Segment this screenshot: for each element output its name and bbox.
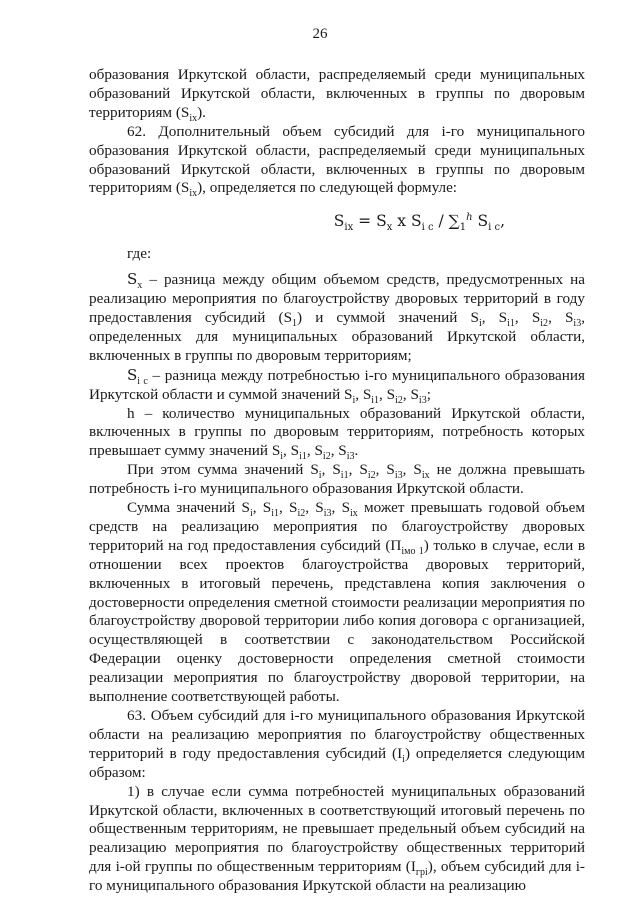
paragraph: 62. Дополнительный объем субсидий для i-го муниципального образования Иркутской области, распределяемый среди муниципальных образований Иркутской области, включенных в группы по дворовым территориям $(S_{ix})$, определяется по следующей формуле:	[89, 122, 585, 200]
paragraph: Сумма значений $S_i$, $S_{i1}$, $S_{i2}$, $S_{i3}$, $S_{ix}$ может превышать годовой объем средств на реализацию мероприятия по благоустройству дворовых территорий на год предоставления субсидий $(П_{iмо 1})$ только в случае, если в отношении всех проектов благоустройства дворовых территорий, включенных в итоговый перечень, представлена копия заключения о достоверности определения сметной стоимости реализации мероприятия по благоустройству дворовой территории либо копия договора с организацией, осуществляющей в соответствии с законодательством Российской Федерации оценку достоверности определения сметной стоимости реализации мероприятия по благоустройству дворовой территории, на выполнение соответствующей работы.	[89, 499, 585, 706]
paragraph: 1) в случае если сумма потребностей муниципальных образований Иркутской области, включенных в соответствующий итоговый перечень по общественным территориям, не превышает предельный объем субсидий на реализацию мероприятия по благоустройству общественных территорий для i-ой группы по общественным территориям $(I_{грi})$, объем субсидий для i-го муниципального образования Иркутской области на реализацию	[89, 782, 585, 895]
paragraph: где:	[127, 245, 152, 263]
paragraph: При этом сумма значений $S_i$, $S_{i1}$, $S_{i2}$, $S_{i3}$, $S_{ix}$ не должна превышать потребность i-го муниципального образования Иркутской области.	[89, 461, 585, 498]
paragraph: образования Иркутской области, распределяемый среди муниципальных образований Иркутской области, включенных в группы по дворовым территориям $(S_{ix})$.	[89, 66, 585, 124]
page-number: 26	[312, 26, 328, 42]
document-body	[89, 66, 585, 896]
paragraph: $S_{i c}$ – разница между потребностью i-го муниципального образования Иркутской области и суммой значений $S_i$, $S_{i1}$, $S_{i2}$, $S_{i3}$;	[89, 365, 585, 406]
paragraph: $S_x$ – разница между общим объемом средств, предусмотренных на реализацию мероприятия по благоустройству дворовых территорий в году предоставления субсидий $(S_1)$ и суммой значений $S_i$, $S_{i1}$, $S_{i2}$, $S_{i3}$, определенных для муниципальных образований Иркутской области, включенных в группы по дворовым территориям;	[89, 270, 585, 364]
formula-text: $S_{ix} = S_x$ x $S_{i c} / \sum_1^h$ $S_{i c}$,	[333, 212, 505, 234]
paragraph: h – количество муниципальных образований Иркутской области, включенных в группы по дворовым территориям, потребность которых превышает сумму значений $S_i$, $S_{i1}$, $S_{i2}$, $S_{i3}$.	[89, 404, 585, 463]
formula	[89, 212, 585, 234]
paragraph: 63. Объем субсидий для i-го муниципального образования Иркутской области на реализацию мероприятия по благоустройству общественных территорий в году предоставления субсидий $(I_i)$ определяется следующим образом:	[89, 707, 585, 781]
